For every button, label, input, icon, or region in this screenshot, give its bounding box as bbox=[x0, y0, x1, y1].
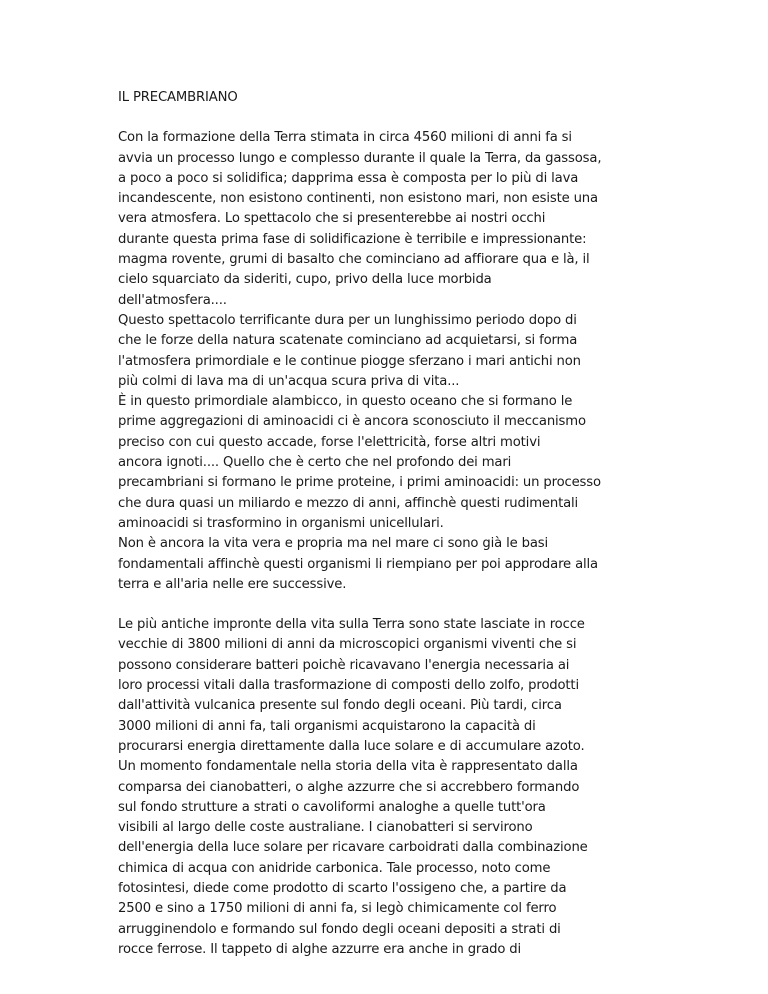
text-line: Le più antiche impronte della vita sulla Terra sono state lasciate in rocce bbox=[118, 617, 585, 633]
text-line: dell'energia della luce solare per ricavare carboidrati dalla combinazione bbox=[118, 840, 588, 856]
text-line: prime aggregazioni di aminoacidi ci è ancora sconosciuto il meccanismo bbox=[118, 414, 586, 430]
text-line: terra e all'aria nelle ere successive. bbox=[118, 576, 347, 592]
text-line: dall'attività vulcanica presente sul fondo degli oceani. Più tardi, circa bbox=[118, 698, 562, 714]
text-line: ancora ignoti.... Quello che è certo che nel profondo dei mari bbox=[118, 455, 512, 471]
text-line: È in questo primordiale alambicco, in questo oceano che si formano le bbox=[118, 394, 573, 410]
text-line: Con la formazione della Terra stimata in circa 4560 milioni di anni fa si bbox=[118, 130, 572, 146]
text-line: fotosintesi, diede come prodotto di scarto l'ossigeno che, a partire da bbox=[118, 880, 567, 896]
text-line: visibili al largo delle coste australiane. I cianobatteri si servirono bbox=[118, 820, 533, 836]
text-line: comparsa dei cianobatteri, o alghe azzurre che si accrebbero formando bbox=[118, 779, 580, 795]
text-line: Un momento fondamentale nella storia della vita è rappresentato dalla bbox=[118, 759, 578, 775]
text-line: vecchie di 3800 milioni di anni da microscopici organismi viventi che si bbox=[118, 637, 577, 653]
text-line: rocce ferrose. Il tappeto di alghe azzurre era anche in grado di bbox=[118, 941, 522, 957]
text-line: l'atmosfera primordiale e le continue piogge sferzano i mari antichi non bbox=[118, 353, 581, 369]
text-line: aminoacidi si trasformino in organismi unicellulari. bbox=[118, 515, 444, 531]
text-line: durante questa prima fase di solidificazione è terribile e impressionante: bbox=[118, 231, 587, 247]
text-line: preciso con cui questo accade, forse l'elettricità, forse altri motivi bbox=[118, 434, 541, 450]
document-page bbox=[118, 88, 653, 980]
text-line: che le forze della natura scatenate cominciano ad acquietarsi, si forma bbox=[118, 333, 578, 349]
text-line: Non è ancora la vita vera e propria ma nel mare ci sono già le basi bbox=[118, 536, 548, 552]
text-line: precambriani si formano le prime proteine, i primi aminoacidi: un processo bbox=[118, 475, 601, 491]
text-line: avvia un processo lungo e complesso durante il quale la Terra, da gassosa, bbox=[118, 150, 602, 166]
text-line: a poco a poco si solidifica; dapprima essa è composta per lo più di lava bbox=[118, 170, 579, 186]
text-line: vera atmosfera. Lo spettacolo che si presenterebbe ai nostri occhi bbox=[118, 211, 546, 227]
text-line: Questo spettacolo terrificante dura per un lunghissimo periodo dopo di bbox=[118, 312, 577, 328]
document-title: IL PRECAMBRIANO bbox=[118, 90, 238, 105]
text-line: fondamentali affinchè questi organismi li riempiano per poi approdare alla bbox=[118, 556, 598, 572]
text-line: loro processi vitali dalla trasformazione di composti dello zolfo, prodotti bbox=[118, 678, 579, 694]
text-line: arrugginendolo e formando sul fondo degli oceani depositi a strati di bbox=[118, 921, 561, 937]
text-line: più colmi di lava ma di un'acqua scura priva di vita... bbox=[118, 373, 460, 389]
text-line: magma rovente, grumi di basalto che cominciano ad affiorare qua e là, il bbox=[118, 252, 590, 268]
text-line: procurarsi energia direttamente dalla luce solare e di accumulare azoto. bbox=[118, 738, 585, 754]
text-line: 2500 e sino a 1750 milioni di anni fa, si legò chimicamente col ferro bbox=[118, 901, 557, 917]
paragraph bbox=[118, 128, 653, 595]
text-line: che dura quasi un miliardo e mezzo di anni, affinchè questi rudimentali bbox=[118, 495, 579, 511]
text-line: incandescente, non esistono continenti, non esistono mari, non esiste una bbox=[118, 191, 598, 207]
text-line: 3000 milioni di anni fa, tali organismi acquistarono la capacità di bbox=[118, 718, 536, 734]
text-line: dell'atmosfera.... bbox=[118, 292, 227, 308]
text-line: cielo squarciato da sideriti, cupo, privo della luce morbida bbox=[118, 272, 492, 288]
paragraph bbox=[118, 615, 653, 960]
text-line: sul fondo strutture a strati o cavoliformi analoghe a quelle tutt'ora bbox=[118, 799, 546, 815]
text-line: chimica di acqua con anidride carbonica. Tale processo, noto come bbox=[118, 860, 551, 876]
text-line: possono considerare batteri poichè ricavavano l'energia necessaria ai bbox=[118, 657, 570, 673]
